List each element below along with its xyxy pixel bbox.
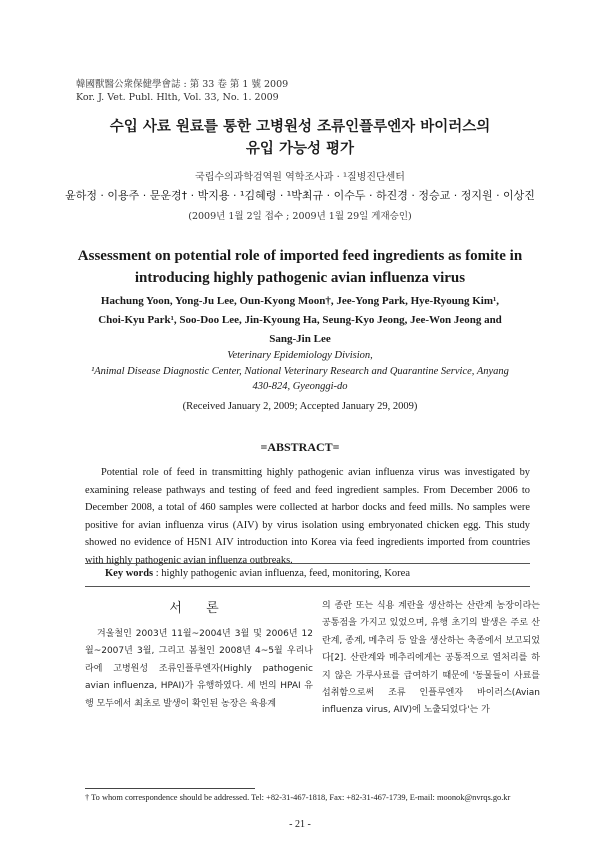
journal-line-korean: 韓國獸醫公衆保健學會誌 : 第 33 卷 第 1 號 2009 — [76, 79, 289, 90]
intro-paragraph-left: 겨울철인 2003년 11월~2004년 3월 및 2006년 12월~2007년 3월, 그리고 봄철인 2008년 4~5월 우리나라에 고병원성 조류인플루엔자(Highly pathogenic avian influenza, HPAI)가 유행하였다. 세 번의 HPAI 유행 모두에서 최초로 발생이 확인된 농장은 육용계 — [85, 629, 313, 709]
intro-right-column — [322, 598, 540, 720]
english-authors — [60, 292, 540, 349]
abstract-body: Potential role of feed in transmitting highly pathogenic avian influenza virus was investigated by examining release pathways and testing of feed and feed ingredient samples. From December 2006 to December 2008, a total of 460 samples were collected at harbor docks and feed mills. No samples were positive for avian influenza virus (AIV) by virus isolation using embryonated chicken egg. This study showed no evidence of H5N1 AIV introduction into Korea via feed ingredients imported from countries with highly pathogenic avian influenza outbreaks. — [85, 467, 530, 566]
page-number: - 21 - — [289, 819, 311, 830]
english-affil-line3: 430-824, Gyeonggi-do — [252, 381, 348, 392]
korean-title-line2: 유입 가능성 평가 — [245, 141, 355, 157]
korean-affiliation: 국립수의과학검역원 역학조사과 · ¹질병진단센터 — [195, 172, 405, 183]
korean-title — [0, 116, 600, 160]
footnote-rule — [85, 788, 255, 789]
keywords-bottom-rule — [85, 586, 530, 587]
english-title-line1: Assessment on potential role of imported feed ingredients as fomite in — [77, 248, 523, 264]
korean-title-line1: 수입 사료 원료를 통한 고병원성 조류인플루엔자 바이러스의 — [109, 119, 491, 135]
keywords-line — [105, 568, 410, 579]
english-authors-line1: Hachung Yoon, Yong-Ju Lee, Oun-Kyong Moon†, Jee-Yong Park, Hye-Ryoung Kim¹, — [100, 295, 500, 307]
intro-left-column — [85, 598, 313, 713]
keywords-top-rule — [85, 563, 530, 564]
english-dates: (Received January 2, 2009; Accepted January 29, 2009) — [182, 401, 418, 412]
intro-heading: 서 론 — [169, 601, 229, 616]
english-title-line2: introducing highly pathogenic avian influenza virus — [134, 270, 466, 286]
english-authors-line2: Choi-Kyu Park¹, Soo-Doo Lee, Jin-Kyoung Ha, Seung-Kyo Jeong, Jee-Won Jeong and — [98, 314, 502, 326]
keywords-label: Key words — [105, 568, 154, 579]
english-affil-line1: Veterinary Epidemiology Division, — [227, 350, 373, 361]
abstract-heading: =ABSTRACT= — [260, 440, 340, 454]
english-affil-line2: ¹Animal Disease Diagnostic Center, National Veterinary Research and Quarantine Service, Anyang — [91, 365, 509, 377]
english-title — [40, 245, 560, 289]
keywords-text: : highly pathogenic avian influenza, feed, monitoring, Korea — [153, 568, 411, 579]
intro-paragraph-right: 의 종란 또는 식용 계란을 생산하는 산란계 농장이라는 공통점을 가지고 있었으며, 유행 초기의 발생은 주로 산란계, 종계, 메추리 등 알을 생산하는 축종에서 보고되었다[2]. 산란계와 메추리에게는 공통적으로 열처리를 하지 않은 가루사료를 급여하기 때문에 '동물들이 사료를 섭취함으로써 조류 인플루엔자 바이러스(Avian influenza virus, AIV)에 노출되었다'는 가 — [322, 601, 540, 716]
journal-citation — [76, 78, 288, 104]
korean-dates: (2009년 1월 2일 접수 ; 2009년 1월 29일 게재승인) — [188, 211, 412, 222]
journal-line-english: Kor. J. Vet. Publ. Hlth, Vol. 33, No. 1. 2009 — [76, 92, 279, 103]
korean-authors: 윤하정 · 이용주 · 문운경† · 박지용 · ¹김혜령 · ¹박최규 · 이수두 · 하진경 · 정승교 · 정지원 · 이상진 — [65, 189, 535, 202]
correspondence-footnote: † To whom correspondence should be addressed. Tel: +82-31-467-1818, Fax: +82-31-467-1739, E-mail: moonok@nvrqs.go.kr — [85, 793, 511, 802]
english-affiliation — [60, 348, 540, 395]
english-authors-line3: Sang-Jin Lee — [269, 333, 331, 345]
